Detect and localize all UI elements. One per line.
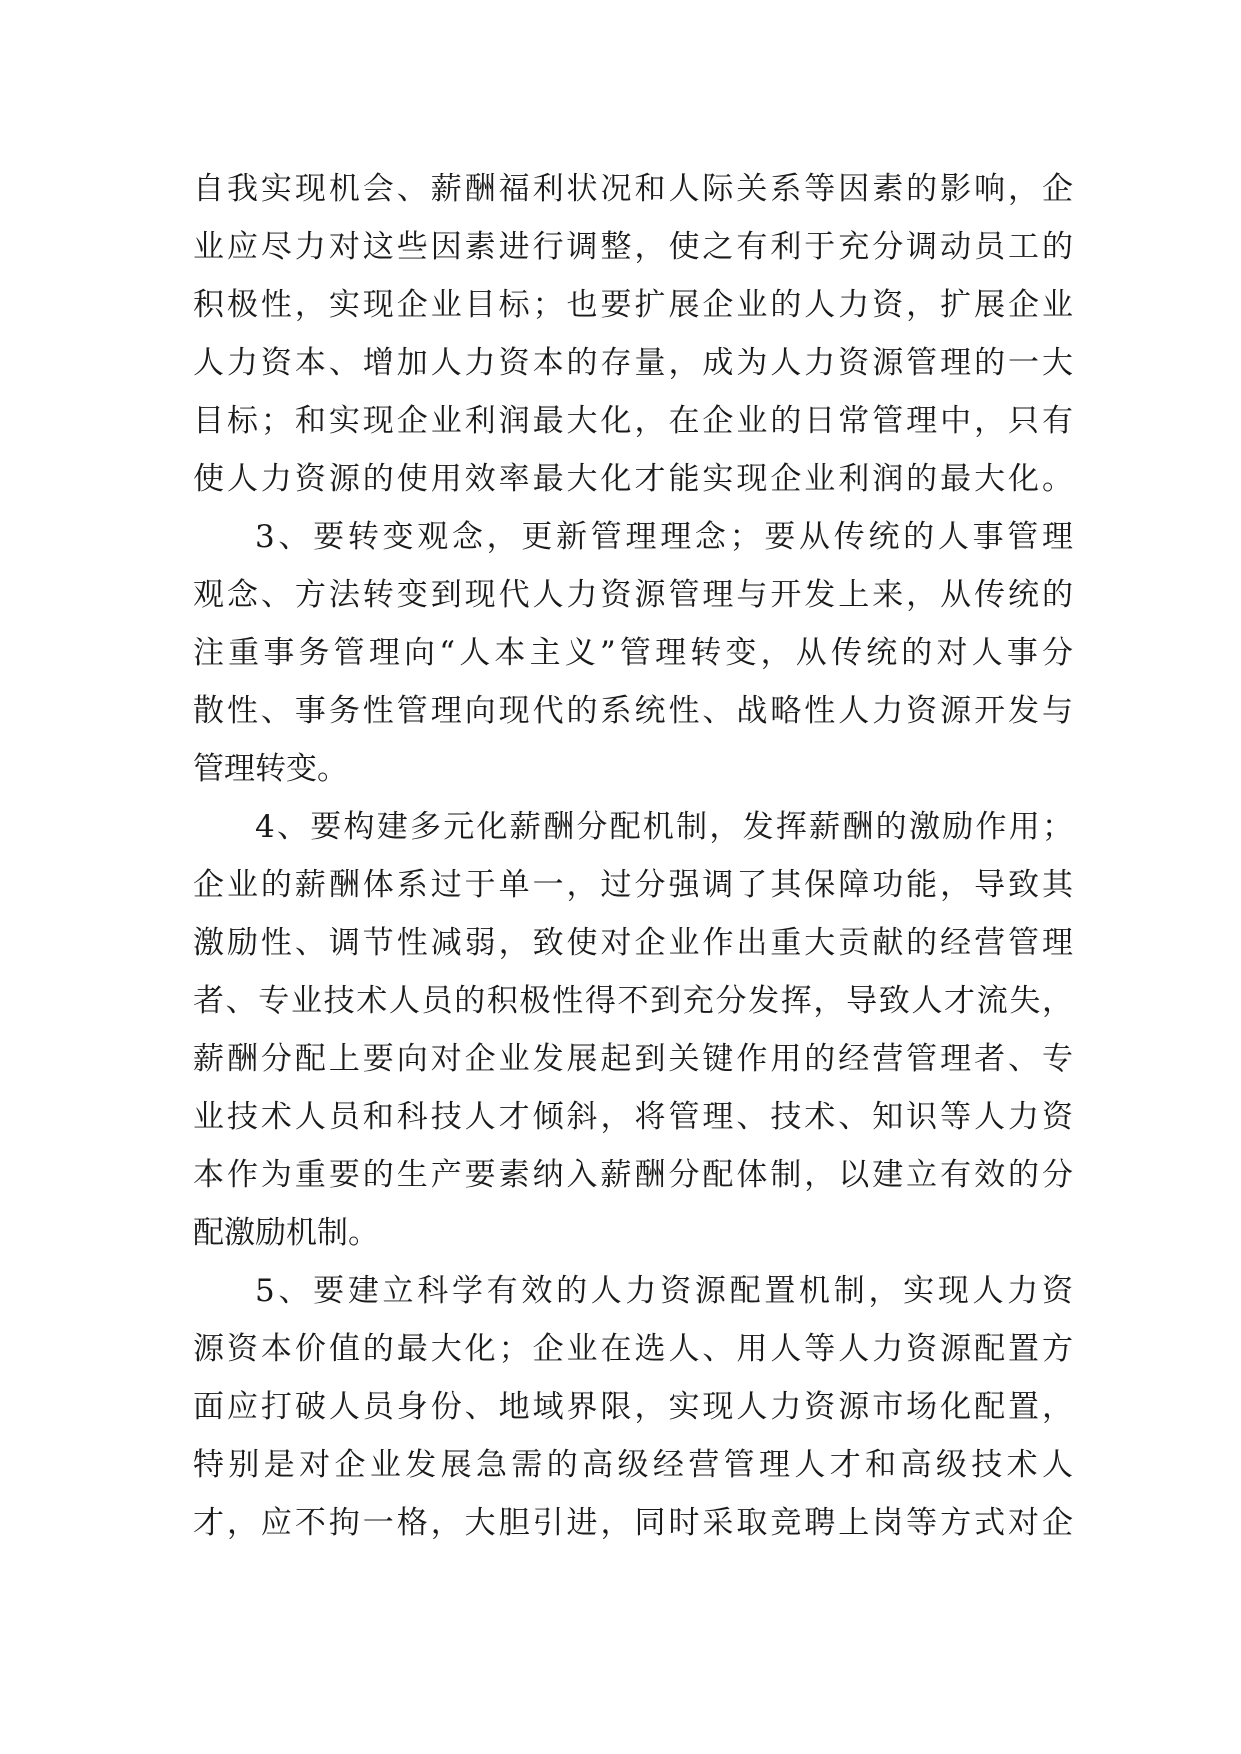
text-line: 激励性、调节性减弱，致使对企业作出重大贡献的经营管理 [193, 925, 1073, 961]
text-line: 才，应不拘一格，大胆引进，同时采取竞聘上岗等方式对企 [193, 1505, 1073, 1541]
text-line: 注重事务管理向“人本主义”管理转变，从传统的对人事分 [193, 635, 1073, 671]
text-line: 者、专业技术人员的积极性得不到充分发挥，导致人才流失， [193, 983, 1073, 1019]
text-line: 业技术人员和科技人才倾斜，将管理、技术、知识等人力资 [193, 1099, 1073, 1135]
text-line: 目标；和实现企业利润最大化，在企业的日常管理中，只有 [193, 403, 1073, 439]
text-line: 特别是对企业发展急需的高级经营管理人才和高级技术人 [193, 1447, 1073, 1483]
text-line: 面应打破人员身份、地域界限，实现人力资源市场化配置， [193, 1389, 1073, 1425]
paragraph-3-first-line: 3、要转变观念，更新管理理念；要从传统的人事管理 [255, 519, 1073, 555]
text-line: 使人力资源的使用效率最大化才能实现企业利润的最大化。 [193, 461, 1073, 497]
paragraph-4-first-line: 4、要构建多元化薪酬分配机制，发挥薪酬的激励作用； [255, 809, 1073, 845]
text-line: 人力资本、增加人力资本的存量，成为人力资源管理的一大 [193, 345, 1073, 381]
text-line: 自我实现机会、薪酬福利状况和人际关系等因素的影响，企 [193, 171, 1073, 207]
text-line: 观念、方法转变到现代人力资源管理与开发上来，从传统的 [193, 577, 1073, 613]
text-line: 业应尽力对这些因素进行调整，使之有利于充分调动员工的 [193, 229, 1073, 265]
text-line: 配激励机制。 [193, 1215, 379, 1251]
text-line: 源资本价值的最大化；企业在选人、用人等人力资源配置方 [193, 1331, 1073, 1367]
text-line: 散性、事务性管理向现代的系统性、战略性人力资源开发与 [193, 693, 1073, 729]
body-text [193, 160, 1073, 1552]
text-line: 薪酬分配上要向对企业发展起到关键作用的经营管理者、专 [193, 1041, 1073, 1077]
text-line: 本作为重要的生产要素纳入薪酬分配体制，以建立有效的分 [193, 1157, 1073, 1193]
text-line: 企业的薪酬体系过于单一，过分强调了其保障功能，导致其 [193, 867, 1073, 903]
paragraph-5-first-line: 5、要建立科学有效的人力资源配置机制，实现人力资 [255, 1273, 1073, 1309]
text-line: 积极性，实现企业目标；也要扩展企业的人力资，扩展企业 [193, 287, 1073, 323]
text-line: 管理转变。 [193, 751, 348, 787]
